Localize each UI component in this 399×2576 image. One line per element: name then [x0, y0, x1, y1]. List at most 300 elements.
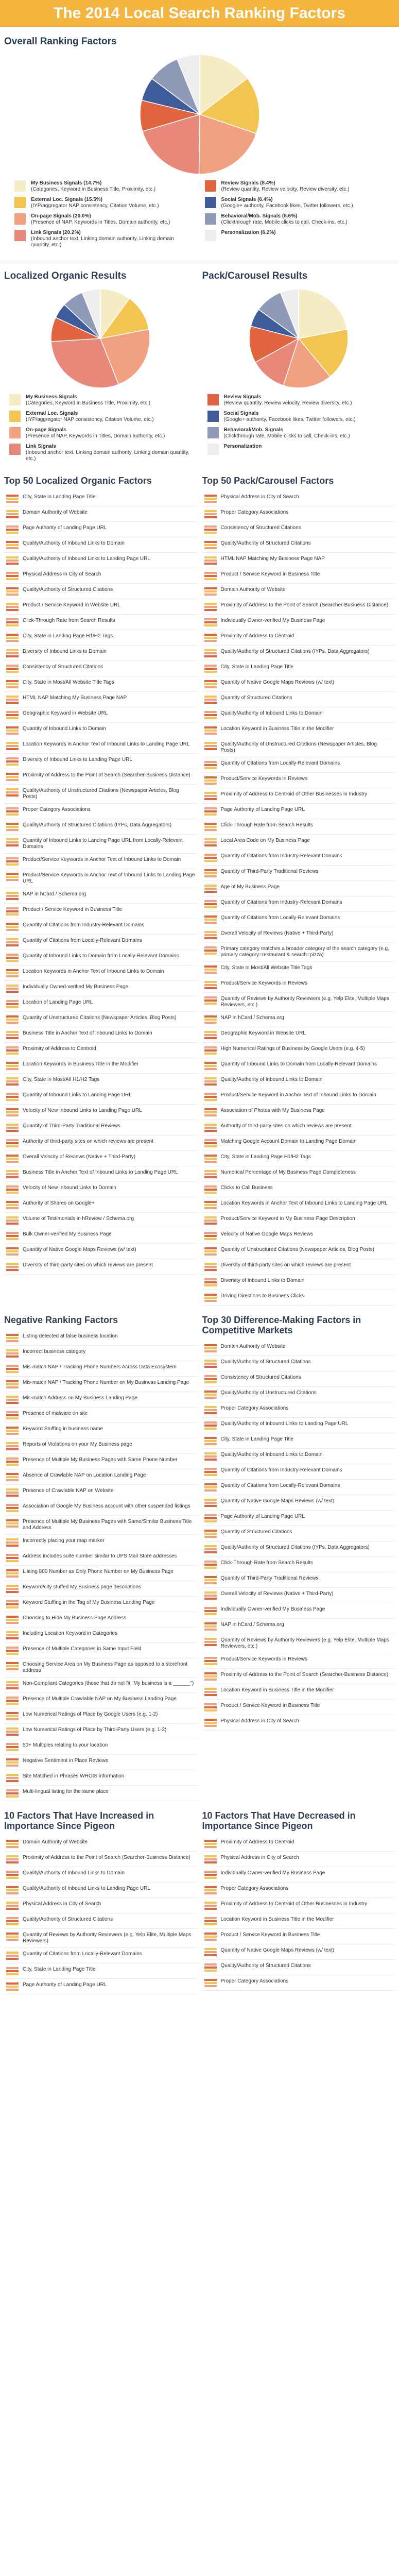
factor-row [4, 522, 197, 537]
factor-bar-icon [6, 969, 19, 977]
factor-label: Choosing Service Area on My Business Page as opposed to a storefront address [23, 1662, 188, 1673]
factor-row [202, 1511, 395, 1526]
factor-bar-icon [6, 1364, 19, 1373]
legend-desc: (Review quantity, Review velocity, Review diversity, etc.) [221, 187, 350, 192]
factor-bar-icon [204, 1421, 217, 1430]
legend-desc: (Google+ authority, Facebook likes, Twitter followers, etc.) [223, 417, 356, 422]
factor-row [202, 615, 395, 630]
factor-bar-icon [6, 1231, 19, 1240]
legend-desc: (Clickthrough rate, Mobile clicks to call, Check-ins, etc.) [221, 219, 348, 225]
factor-label: Proximity of Address to Centroid of Other Businesses in Industry [220, 1901, 368, 1907]
factor-label: Numerical Percentage of My Business Page Completeness [220, 1170, 356, 1175]
factor-row [202, 1228, 395, 1244]
factor-row [4, 1550, 197, 1566]
factor-bar-icon [6, 757, 19, 766]
legend-desc: (Inbound anchor text, Linking domain authority, Linking domain quantity, etc.) [31, 236, 174, 248]
factor-row [4, 568, 197, 584]
factor-label: Presence of Multiple Crawlable NAP on My Business Landing Page [23, 1696, 177, 1702]
factor-bar-icon [204, 1139, 217, 1147]
factor-bar-icon [204, 1231, 217, 1240]
factor-label: Proximity of Address to Centroid [220, 633, 294, 639]
legend-text [224, 444, 262, 450]
top50-organic-column [4, 466, 197, 1306]
top30-list [202, 1341, 395, 1731]
factor-label: Quantity of Native Google Maps Reviews (w/ text) [220, 1498, 335, 1504]
factor-label: Presence of Multiple My Business Pages with Same/Similar Business Title and Address [23, 1519, 192, 1531]
factor-bar-icon [6, 872, 19, 881]
factor-row [202, 1480, 395, 1495]
factor-row [202, 1944, 395, 1960]
factor-bar-icon [204, 1901, 217, 1910]
factor-row [4, 1408, 197, 1423]
factor-row [202, 1151, 395, 1166]
factor-label: Product/Service Keywords in Reviews [220, 776, 307, 782]
factor-label: Click-Through Rate from Search Results [23, 618, 115, 623]
localized-legend-item [9, 411, 192, 423]
factor-row [4, 707, 197, 723]
factor-row [4, 630, 197, 646]
factor-row [4, 785, 197, 804]
factor-bar-icon [6, 1727, 19, 1736]
legend-swatch [14, 197, 26, 208]
factor-row [202, 584, 395, 599]
factor-label: Quality/Authority of Inbound Links to Domain [23, 540, 125, 546]
factor-label: Proper Category Associations [23, 807, 91, 812]
factor-label: Keyword/city stuffed My Business page descriptions [23, 1584, 141, 1590]
factor-bar-icon [204, 1108, 217, 1116]
factor-label: City, State in Landing Page H1/H2 Tags [220, 1154, 311, 1160]
increased-title: 10 Factors That Have Increased in Importance Since Pigeon [4, 1810, 154, 1831]
overall-legend-item [205, 197, 385, 209]
factor-row [202, 1387, 395, 1402]
factor-row [4, 615, 197, 630]
legend-desc: (IYP/aggregator NAP consistency, Citation Volume, etc.) [26, 417, 154, 422]
factor-label: Product/Service Keyword in Anchor Text of Inbound Links to Domain [220, 1092, 376, 1098]
factor-row [202, 1495, 395, 1511]
factor-row [202, 1402, 395, 1418]
factor-row [4, 935, 197, 950]
legend-name: External Loc. Signals (15.5%) [31, 197, 102, 202]
factor-bar-icon [6, 1982, 19, 1991]
overall-legend [4, 176, 395, 252]
factor-row [4, 537, 197, 553]
factor-row [4, 1182, 197, 1197]
legend-desc: (Inbound anchor text, Linking domain authority, Linking domain quantity, etc.) [26, 450, 189, 462]
factor-bar-icon [6, 1615, 19, 1624]
overall-legend-item [205, 213, 385, 226]
factor-label: Quantity of Citations from Industry-Relevant Domains [220, 853, 342, 859]
factor-label: Location Keywords in Anchor Text of Inbound Links to Landing Page URL [220, 1200, 388, 1206]
factor-label: Absence of Crawlable NAP on Location Landing Page [23, 1472, 146, 1478]
pack-pie-chart [247, 287, 350, 390]
factor-label: Location Keyword in Business Title in the Modifier [220, 726, 334, 732]
legend-name: My Business Signals [26, 394, 77, 400]
factor-row [202, 1356, 395, 1371]
factor-label: Quality/Authority of Inbound Links to Domain [23, 1870, 125, 1876]
top50-pack-title: Top 50 Pack/Carousel Factors [202, 476, 334, 486]
factor-bar-icon [6, 1839, 19, 1848]
factor-row [202, 1634, 395, 1653]
factor-label: Individually Owner-verified My Business Page [220, 1870, 325, 1876]
factor-bar-icon [204, 1672, 217, 1681]
factor-label: Physical Address in City of Search [220, 1855, 299, 1860]
factor-row [4, 1197, 197, 1213]
factor-label: HTML NAP Matching My Business Page NAP [23, 695, 127, 701]
factor-row [202, 1074, 395, 1089]
factor-bar-icon [204, 1077, 217, 1086]
factor-row [4, 1929, 197, 1948]
factor-row [202, 661, 395, 676]
factor-row [202, 1244, 395, 1259]
factor-label: Quality/Authority of Inbound Links to Landing Page URL [23, 556, 150, 562]
legend-swatch [9, 411, 21, 422]
factor-row [202, 1898, 395, 1913]
factor-row [4, 965, 197, 981]
factor-bar-icon [6, 922, 19, 931]
overall-section [0, 36, 399, 252]
factor-bar-icon [204, 540, 217, 549]
factor-row [202, 757, 395, 773]
factor-bar-icon [6, 1200, 19, 1209]
overall-legend-item [205, 230, 385, 248]
factor-label: Quality/Authority of Structured Citations [220, 1963, 311, 1969]
factor-bar-icon [6, 510, 19, 518]
factor-bar-icon [6, 1951, 19, 1960]
factor-row [202, 927, 395, 943]
top50-pack-list [202, 491, 395, 1306]
factor-label: Product/Service Keywords in Anchor Text of Inbound Links to Domain [23, 857, 181, 862]
legend-swatch [205, 230, 216, 241]
factor-row [202, 993, 395, 1012]
factor-label: Diversity of Inbound Links to Domain [23, 649, 107, 654]
legend-name: On-page Signals (20.0%) [31, 213, 91, 219]
factor-label: Domain Authority of Website [23, 1839, 88, 1845]
top30-column [202, 1306, 395, 1801]
factor-label: Presence of Multiple My Business Pages with Same Phone Number [23, 1457, 178, 1463]
factor-row [202, 599, 395, 615]
factor-bar-icon [6, 1349, 19, 1358]
factor-label: Quality/Authority of Structured Citations [23, 1917, 113, 1922]
factor-bar-icon [6, 838, 19, 846]
legend-desc: (Review quantity, Review velocity, Review diversity, etc.) [223, 400, 352, 406]
legend-name: Behavioral/Mob. Signals [223, 427, 284, 433]
localized-legend-item [9, 394, 192, 406]
factor-bar-icon [204, 695, 217, 704]
factor-label: Bulk Owner-verified My Business Page [23, 1231, 112, 1237]
factor-row [4, 1724, 197, 1739]
legend-desc: (Google+ authority, Facebook likes, Twitter followers, etc.) [221, 203, 353, 209]
factor-label: Matching Google Account Domain to Landing Page Domain [220, 1139, 357, 1144]
factor-label: Velocity of New Inbound Links to Domain [23, 1185, 116, 1191]
localized-legend-item [9, 427, 192, 439]
factor-row [4, 854, 197, 869]
overall-title: Overall Ranking Factors [4, 36, 117, 47]
factor-label: Non-Compliant Categories (those that do not fit "My business is a ______") [23, 1681, 194, 1686]
factor-row [202, 1588, 395, 1603]
factor-bar-icon [6, 907, 19, 916]
factor-label: Local Area Code on My Business Page [220, 838, 310, 843]
factor-label: Listing 800 Number as Only Phone Number on My Business Page [23, 1569, 174, 1574]
factor-label: Location Keywords in Business Title in the Modifier [23, 1061, 139, 1067]
factor-bar-icon [204, 1185, 217, 1194]
factor-bar-icon [204, 1591, 217, 1600]
factor-label: Geographic Keyword in Website URL [23, 710, 108, 716]
factor-label: Click-Through Rate from Search Results [220, 1560, 314, 1566]
factor-row [4, 599, 197, 615]
factor-label: Quantity of Inbound Links to Domain [23, 726, 106, 732]
factor-bar-icon [6, 1967, 19, 1975]
factor-label: Overall Velocity of Reviews (Native + Third-Party) [23, 1154, 136, 1160]
factor-label: Quantity of Citations from Locally-Relevant Domains [220, 915, 340, 921]
legend-text [221, 230, 276, 236]
factor-row [4, 1244, 197, 1259]
factor-bar-icon [204, 1452, 217, 1461]
factor-label: Quantity of Citations from Industry-Relevant Domains [220, 1467, 342, 1473]
legend-swatch [207, 411, 219, 422]
factor-label: Proper Category Associations [220, 1886, 289, 1891]
factor-row [4, 1330, 197, 1346]
factor-label: Overall Velocity of Reviews (Native + Third-Party) [220, 930, 334, 936]
factor-bar-icon [6, 1262, 19, 1271]
factor-label: NAP in hCard / Schema.org [220, 1622, 284, 1628]
factor-bar-icon [204, 965, 217, 974]
factor-label: Age of My Business Page [220, 884, 280, 890]
factor-label: Low Numerical Ratings of Place by Google Users (e.g. 1-2) [23, 1711, 158, 1717]
factor-bar-icon [204, 1656, 217, 1665]
factor-label: Domain Authority of Website [220, 587, 286, 592]
factor-row [202, 850, 395, 866]
decreased-list [202, 1836, 395, 1991]
factor-bar-icon [6, 602, 19, 611]
legend-text [26, 411, 154, 423]
factor-bar-icon [6, 1569, 19, 1578]
factor-row [202, 1182, 395, 1197]
factor-label: Quality/Authority of Inbound Links to Domain [220, 1452, 323, 1458]
factor-row [4, 506, 197, 522]
factor-row [202, 1449, 395, 1464]
legend-swatch [207, 427, 219, 438]
factor-bar-icon [6, 1773, 19, 1782]
factor-bar-icon [6, 1046, 19, 1055]
factor-bar-icon [204, 726, 217, 735]
factor-bar-icon [204, 791, 217, 800]
factor-bar-icon [6, 494, 19, 503]
factor-bar-icon [204, 1467, 217, 1476]
factor-label: Driving Directions to Business Clicks [220, 1293, 304, 1299]
factor-label: Choosing to Hide My Business Page Address [23, 1615, 127, 1621]
factor-row [4, 1377, 197, 1392]
factor-label: Quantity of Third-Party Traditional Reviews [220, 1575, 319, 1581]
factor-label: NAP in hCard / Schema.org [23, 891, 86, 897]
legend-name: Behavioral/Mob. Signals (8.6%) [221, 213, 298, 219]
legend-name: Link Signals (20.2%) [31, 230, 81, 235]
factor-label: Quality/Authority of Inbound Links to Domain [220, 710, 323, 716]
factor-label: Incorrect business category [23, 1349, 86, 1354]
factor-bar-icon [6, 1411, 19, 1419]
factor-row [202, 943, 395, 962]
factor-row [4, 692, 197, 707]
factor-bar-icon [6, 680, 19, 688]
factor-label: Quality/Authority of Structured Citations (IYPs, Data Aggregators) [220, 649, 370, 654]
factor-row [202, 537, 395, 553]
factor-row [4, 1852, 197, 1867]
factor-row [202, 723, 395, 738]
factor-label: Quantity of Structured Citations [220, 695, 292, 701]
factor-bar-icon [204, 1046, 217, 1055]
factor-row [4, 1883, 197, 1898]
overall-legend-item [205, 180, 385, 193]
factor-row [4, 1612, 197, 1628]
factor-label: Page Authority of Landing Page URL [23, 1982, 107, 1988]
factor-label: Quantity of Reviews by Authority Reviewers (e.g. Yelp Elite, Multiple Maps Reviewers) [23, 1932, 192, 1944]
factor-label: Clicks to Call Business [220, 1185, 273, 1191]
factor-row [4, 888, 197, 904]
factor-label: Presence of Crawlable NAP on Website [23, 1488, 114, 1494]
factor-row [202, 1526, 395, 1541]
legend-desc: (Clickthrough rate, Mobile clicks to call, Check-ins, etc.) [223, 433, 350, 439]
legend-swatch [14, 213, 26, 225]
factor-label: Quantity of Third-Party Traditional Reviews [23, 1123, 120, 1129]
factor-row [4, 1485, 197, 1500]
legend-name: My Business Signals (14.7%) [31, 180, 102, 186]
factor-row [202, 896, 395, 912]
factor-bar-icon [204, 1216, 217, 1225]
factor-bar-icon [6, 540, 19, 549]
factor-label: High Numerical Ratings of Business by Google Users (e.g. 4-5) [220, 1046, 365, 1052]
factor-bar-icon [204, 1390, 217, 1399]
factor-row [202, 1572, 395, 1588]
factor-row [202, 912, 395, 927]
factor-row [202, 788, 395, 804]
factor-bar-icon [6, 1662, 19, 1670]
factor-row [202, 1418, 395, 1433]
factor-label: Keyword Stuffing in business name [23, 1426, 103, 1432]
factor-bar-icon [204, 494, 217, 503]
factor-bar-icon [6, 1333, 19, 1342]
factor-row [4, 1012, 197, 1027]
factor-row [4, 1361, 197, 1377]
negative-title: Negative Ranking Factors [4, 1315, 118, 1325]
factor-label: Quality/Authority of Unstructured Citations (Newspaper Articles, Blog Posts) [220, 741, 377, 753]
factor-row [202, 1259, 395, 1275]
factor-label: Product / Service Keyword in Website URL [23, 602, 120, 608]
legend-swatch [205, 180, 216, 192]
factor-row [202, 1975, 395, 1991]
factor-label: Quantity of Native Google Maps Reviews (w/ text) [220, 1947, 335, 1953]
factor-row [4, 904, 197, 919]
factor-bar-icon [6, 1123, 19, 1132]
negative-diff-section [0, 1306, 399, 1801]
factor-row [202, 491, 395, 506]
factor-row [4, 1643, 197, 1658]
factor-bar-icon [204, 1483, 217, 1492]
factor-row [4, 1913, 197, 1929]
factor-label: Quantity of Third-Party Traditional Reviews [220, 869, 319, 874]
legend-text [31, 230, 195, 248]
factor-row [4, 661, 197, 676]
factor-row [4, 1392, 197, 1408]
factor-row [4, 1979, 197, 1994]
factor-row [4, 553, 197, 568]
factor-bar-icon [6, 1696, 19, 1705]
factor-bar-icon [204, 602, 217, 611]
negative-column [4, 1306, 197, 1801]
factor-row [202, 866, 395, 881]
factor-label: Proximity of Address to Centroid [23, 1046, 96, 1052]
overall-legend-item [14, 197, 195, 209]
factor-label: Individually Owned-verified My Business Page [23, 984, 129, 990]
factor-label: Proximity of Address to the Point of Search (Searcher-Business Distance) [220, 602, 389, 608]
factor-label: Diversity of third-party sites on which reviews are present [23, 1262, 153, 1268]
factor-label: City, State in Most/All Website Title Tags [220, 965, 313, 971]
factor-bar-icon [204, 1262, 217, 1271]
factor-row [202, 1213, 395, 1228]
factor-label: Association of Photos with My Business Page [220, 1108, 325, 1113]
factor-label: Quantity of Citations from Locally-Relevant Domains [220, 1483, 340, 1488]
localized-legend [4, 390, 197, 466]
factor-row [202, 1136, 395, 1151]
factor-label: City, State in Landing Page H1/H2 Tags [23, 633, 113, 639]
factor-bar-icon [204, 556, 217, 565]
legend-text [31, 213, 170, 226]
factor-row [202, 1700, 395, 1715]
factor-row [4, 819, 197, 835]
factor-label: Individually Owner-verified My Business Page [220, 618, 325, 623]
factor-bar-icon [204, 587, 217, 596]
factor-bar-icon [204, 1839, 217, 1848]
factor-row [202, 1557, 395, 1572]
factor-label: Address includes suite number similar to UPS Mail Store addresses [23, 1553, 177, 1559]
factor-row [202, 676, 395, 692]
factor-label: Site Matched in Phrases WHOIS information [23, 1773, 125, 1779]
factor-bar-icon [204, 980, 217, 989]
pack-column [202, 261, 395, 466]
factor-row [4, 1469, 197, 1485]
factor-bar-icon [204, 1359, 217, 1368]
factor-row [202, 1043, 395, 1058]
factor-bar-icon [6, 1646, 19, 1655]
factor-bar-icon [6, 1185, 19, 1194]
factor-row [202, 1836, 395, 1852]
legend-desc: (Categories, Keyword in Business Title, Proximity, etc.) [31, 187, 156, 192]
factor-row [4, 1836, 197, 1852]
factor-label: Low Numerical Ratings of Place by Third-Party Users (e.g. 1-2) [23, 1727, 167, 1733]
factor-bar-icon [6, 1015, 19, 1024]
factor-bar-icon [6, 1758, 19, 1767]
factor-bar-icon [6, 1600, 19, 1608]
factor-row [202, 1290, 395, 1306]
legend-desc: (Presence of NAP, Keywords in Titles, Domain authority, etc.) [31, 219, 170, 225]
factor-bar-icon [204, 1529, 217, 1538]
factor-label: Product/Service Keyword in My Business Page Description [220, 1216, 355, 1222]
legend-name: On-page Signals [26, 427, 66, 433]
factor-bar-icon [204, 1278, 217, 1286]
factor-label: Diversity of Inbound Links to Domain [220, 1278, 305, 1283]
legend-text [26, 444, 192, 462]
factor-label: Negative Sentiment in Place Reviews [23, 1758, 109, 1764]
factor-bar-icon [6, 633, 19, 642]
factor-row [4, 1566, 197, 1581]
factor-row [4, 1739, 197, 1755]
factor-bar-icon [6, 1711, 19, 1720]
factor-row [4, 1770, 197, 1786]
factor-bar-icon [6, 1538, 19, 1547]
factor-bar-icon [6, 1395, 19, 1404]
localized-pie-wrap [4, 287, 197, 390]
factor-label: Proximity of Address to Centroid of Other Businesses in Industry [220, 791, 368, 797]
factor-bar-icon [6, 999, 19, 1008]
factor-label: NAP in hCard / Schema.org [220, 1015, 284, 1021]
